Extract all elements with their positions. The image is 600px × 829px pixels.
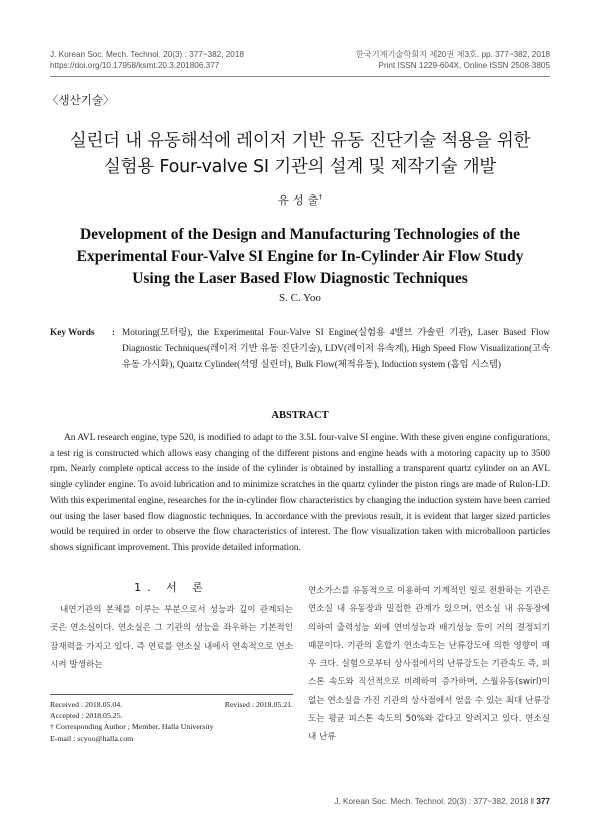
introduction-right-column: 연소가스를 유동적으로 이용하여 기계적인 일로 전환하는 기관은 연소실 내 유동장과 밀접한 관계가 있으며, 연소실 내 유동장에 의하여 출력성능 외에 연비성능과 배기성능 등이 거의 결정되기 때문이다. 기관의 혼합기 연소속도는 난류강도에 의한 영향이 매우 크다. 실험으로부터 상사점에서의 난류강도는 기관속도 즉, 피스톤 속도와 직선적으로 비례하여 증가하며, 스월유동(swirl)이 없는 연소실을 가진 기관의 상사점에서 얻을 수 있는 최대 난류강도는 평균 피스톤 속도의 50%와 같다고 알려지고 있다. 연소실 내 난류: [308, 586, 550, 743]
running-header-left: [50, 49, 244, 71]
issn-line: Print ISSN 1229-604X, Online ISSN 2508-3805: [378, 61, 550, 70]
doi-link[interactable]: https://doi.org/10.17958/ksmt.20.3.201806.377: [50, 61, 220, 70]
korean-author-name: 유 성 출: [277, 193, 319, 207]
keywords-label: Key Words: [50, 328, 95, 338]
footnote-block: [50, 699, 293, 744]
keywords-colon: :: [112, 328, 116, 338]
running-header-right: [356, 49, 550, 71]
footer-citation: J. Korean Soc. Mech. Technol. 20(3) : 377~382, 2018: [334, 797, 529, 806]
journal-citation-kr: 한국기계기술학회지 제20권 제3호. pp. 377~382, 2018: [355, 50, 550, 59]
korean-author: [50, 192, 550, 208]
revised-date: Revised : 2018.05.21.: [224, 700, 293, 709]
article-category: 〈생산기술〉: [47, 93, 115, 107]
accepted-date: Accepted : 2018.05.25.: [50, 711, 123, 721]
introduction-left-column: 내연기관의 본체를 이루는 부분으로서 성능과 깊이 관계되는 곳은 연소실이다. 연소실은 그 기관의 성능을 좌우하는 기본적인 잠재력을 가지고 있다. 즉 연료를 연소실 내에서 연속적으로 연소시켜 발생하는: [50, 605, 293, 670]
footnote-divider: [50, 694, 293, 695]
page-footer: [334, 797, 550, 806]
footer-separator: ‖: [530, 797, 535, 806]
korean-title: [50, 128, 550, 180]
english-title-line-3: Using the Laser Based Flow Diagnostic Techniques: [132, 270, 468, 287]
header-divider: [50, 76, 550, 77]
received-date: Received : 2018.05.04.: [50, 700, 123, 709]
author-email: E-mail : scyoo@halla.com: [50, 733, 134, 743]
corresponding-author-note: † Corresponding Author ; Member, Halla University: [50, 722, 214, 732]
korean-title-line-1: 실린더 내 유동해석에 레이저 기반 유동 진단기술 적용을 위한: [69, 131, 531, 151]
english-title-line-2: Experimental Four-Valve SI Engine for In-Cylinder Air Flow Study: [76, 248, 524, 265]
english-title: [50, 224, 550, 290]
abstract-heading: ABSTRACT: [271, 410, 329, 421]
abstract-text: An AVL research engine, type 520, is modified to adapt to the 3.5L four-valve SI engine. With these given engine configurations, a test rig is constructed which allows easy changing of the different pistons and engine heads with a motoring capacity up to 3500 rpm. Nearly complete optical access to the inside of the cylinder is obtained by installing a transparent quartz cylinder on an AVL single cylinder engine. To avoid lubrication and to minimize scratches in the quartz cylinder the piston rings are made of Rulon-LD. With this experimental engine, researches for the in-cylinder flow characteristics by changing the induction system have been carried out using the laser based flow diagnostic techniques. In accordance with the previous result, it is evident that larger sized particles would be required in order to observe the flow characteristics of interest. The flow visualization taken with microballoon particles shows significant improvement. This provide detailed information.: [50, 433, 550, 553]
english-title-line-1: Development of the Design and Manufacturing Technologies of the: [79, 226, 521, 243]
keywords-block: [50, 325, 550, 373]
english-author: S. C. Yoo: [279, 292, 321, 304]
section-1-heading: 1. 서 론: [134, 581, 209, 594]
corresponding-author-mark: †: [318, 193, 323, 202]
korean-title-line-2: 실험용 Four-valve SI 기관의 설계 및 제작기술 개발: [103, 157, 497, 177]
journal-citation: J. Korean Soc. Mech. Technol. 20(3) : 377~382, 2018: [50, 50, 244, 59]
keywords-text: Motoring(모터링), the Experimental Four-Valve SI Engine(실험용 4밸브 가솔린 기관), Laser Based Flow Diagnostic Techniques(레이저 기반 유동 진단기술), LDV(레이저 유속계), High Speed Flow Visualization(고속 유동 가시화), Quartz Cylinder(석영 실린더), Bulk Flow(체적유동), Induction system (흡입 시스템): [122, 328, 550, 370]
page-number: 377: [536, 797, 550, 806]
